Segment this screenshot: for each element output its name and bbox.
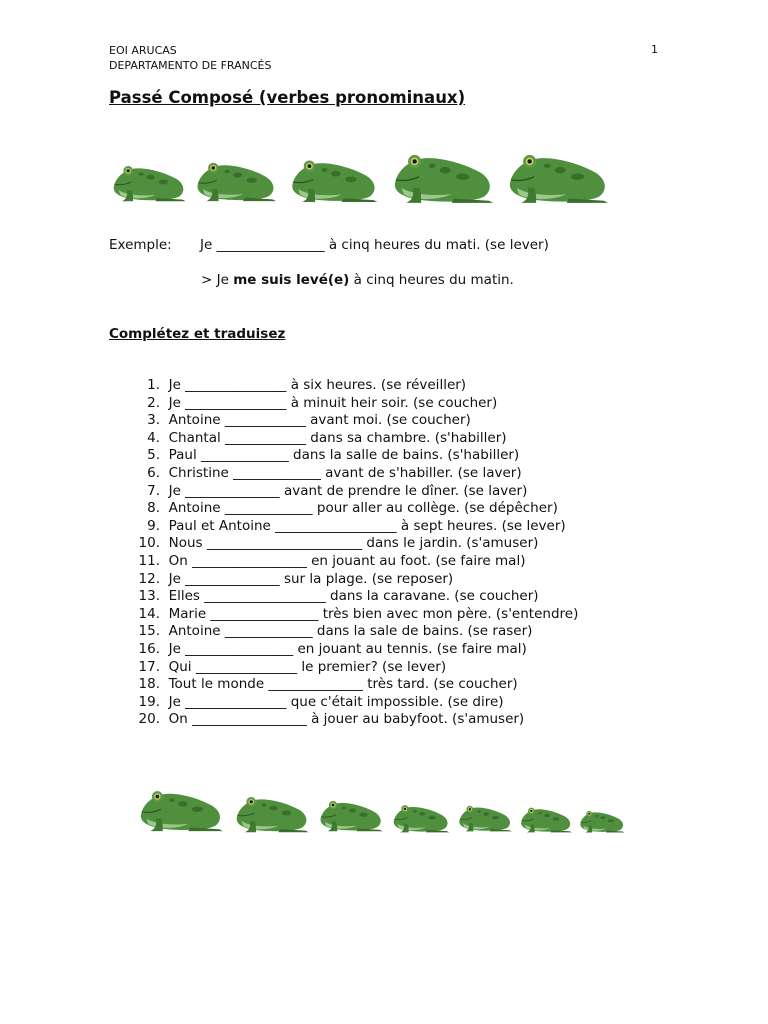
exercise-number: 7. <box>147 482 160 499</box>
frog-icon <box>109 158 189 202</box>
exercise-number: 3. <box>147 412 160 429</box>
exercise-number: 2. <box>147 394 160 411</box>
exercise-text: Antoine _____________ pour aller au collège. (se dépêcher) <box>168 500 558 517</box>
frog-icon <box>314 794 388 832</box>
exercise-item <box>128 500 578 518</box>
exercise-number: 19. <box>138 693 160 710</box>
exercise-list <box>128 377 578 729</box>
exercise-text: Antoine ____________ avant moi. (se coucher) <box>168 412 471 429</box>
example-prompt: Je ________________ à cinq heures du mati. (se lever) <box>200 237 549 253</box>
exercise-number: 4. <box>147 429 160 446</box>
exercise-text: Je ______________ avant de prendre le dîner. (se laver) <box>168 482 528 499</box>
exercise-number: 10. <box>138 535 160 552</box>
frog-icon <box>190 154 282 202</box>
exercise-text: Christine _____________ avant de s'habiller. (se laver) <box>168 464 522 481</box>
exercise-number: 11. <box>138 552 160 569</box>
exercise-text: Paul _____________ dans la salle de bains. (s'habiller) <box>168 447 520 464</box>
exercise-item <box>128 535 578 553</box>
exercise-number: 14. <box>138 605 160 622</box>
exercise-item <box>128 447 578 465</box>
exercise-number: 1. <box>147 377 160 393</box>
section-title: Complétez et traduisez <box>109 326 286 342</box>
department-name: DEPARTAMENTO DE FRANCÉS <box>109 59 272 72</box>
exercise-item <box>128 711 578 729</box>
example-answer <box>201 272 514 288</box>
frog-icon <box>454 800 516 832</box>
exercise-item <box>128 588 578 606</box>
exercise-item <box>128 659 578 677</box>
exercise-number: 12. <box>138 570 160 587</box>
exercise-number: 6. <box>147 464 160 481</box>
exercise-text: On _________________ en jouant au foot. (se faire mal) <box>168 552 526 569</box>
exercise-item <box>128 694 578 712</box>
exercise-number: 17. <box>138 658 160 675</box>
exercise-item <box>128 395 578 413</box>
exercise-number: 8. <box>147 500 160 517</box>
exercise-item <box>128 465 578 483</box>
page-title: Passé Composé (verbes pronominaux) <box>109 88 466 107</box>
school-name: EOI ARUCAS <box>109 44 177 57</box>
frog-icon <box>576 806 628 833</box>
exercise-number: 18. <box>138 676 160 693</box>
exercise-text: Paul et Antoine __________________ à sept heures. (se lever) <box>168 517 566 534</box>
exercise-number: 15. <box>138 623 160 640</box>
exercise-text: Qui _______________ le premier? (se lever) <box>168 658 447 675</box>
exercise-text: Chantal ____________ dans sa chambre. (s'habiller) <box>168 429 507 446</box>
exercise-item <box>128 676 578 694</box>
exercise-number: 16. <box>138 640 160 657</box>
exercise-text: Nous _______________________ dans le jardin. (s'amuser) <box>168 535 539 552</box>
example-line <box>109 237 549 253</box>
exercise-text: Je _______________ à minuit heir soir. (se coucher) <box>168 394 498 411</box>
exercise-item <box>128 377 578 395</box>
header-block <box>109 43 271 73</box>
exercise-item <box>128 553 578 571</box>
exercise-text: Tout le monde ______________ très tard. (se coucher) <box>168 676 518 693</box>
answer-bold: me suis levé(e) <box>233 272 350 288</box>
exercise-item <box>128 518 578 536</box>
frog-icon <box>516 802 576 833</box>
frog-icon <box>284 151 384 203</box>
exercise-text: Elles __________________ dans la caravane. (se coucher) <box>168 588 539 605</box>
answer-prefix: > Je <box>201 272 234 288</box>
exercise-text: Je ________________ en jouant au tennis. (se faire mal) <box>168 640 527 657</box>
exercise-item <box>128 483 578 501</box>
exercise-item <box>128 571 578 589</box>
frog-icon <box>133 782 229 832</box>
exercise-item <box>128 412 578 430</box>
exercise-number: 13. <box>138 588 160 605</box>
exercise-item <box>128 430 578 448</box>
exercise-text: Je _______________ à six heures. (se réveiller) <box>168 377 467 393</box>
page-number: 1 <box>651 43 658 56</box>
exercise-item <box>128 641 578 659</box>
exercise-number: 9. <box>147 517 160 534</box>
exercise-text: Je _______________ que c'était impossible. (se dire) <box>168 693 504 710</box>
exercise-number: 20. <box>138 711 160 728</box>
frog-icon <box>386 144 500 204</box>
frog-icon <box>230 789 314 833</box>
exercise-text: On _________________ à jouer au babyfoot. (s'amuser) <box>168 711 525 728</box>
frog-icon <box>388 799 454 833</box>
exercise-text: Antoine _____________ dans la sale de bains. (se raser) <box>168 623 533 640</box>
example-label: Exemple: <box>109 237 172 253</box>
answer-suffix: à cinq heures du matin. <box>349 272 514 288</box>
exercise-text: Marie ________________ très bien avec mon père. (s'entendre) <box>168 605 579 622</box>
exercise-text: Je ______________ sur la plage. (se reposer) <box>168 570 454 587</box>
exercise-item <box>128 623 578 641</box>
exercise-number: 5. <box>147 447 160 464</box>
exercise-item <box>128 606 578 624</box>
frog-icon <box>500 144 616 204</box>
